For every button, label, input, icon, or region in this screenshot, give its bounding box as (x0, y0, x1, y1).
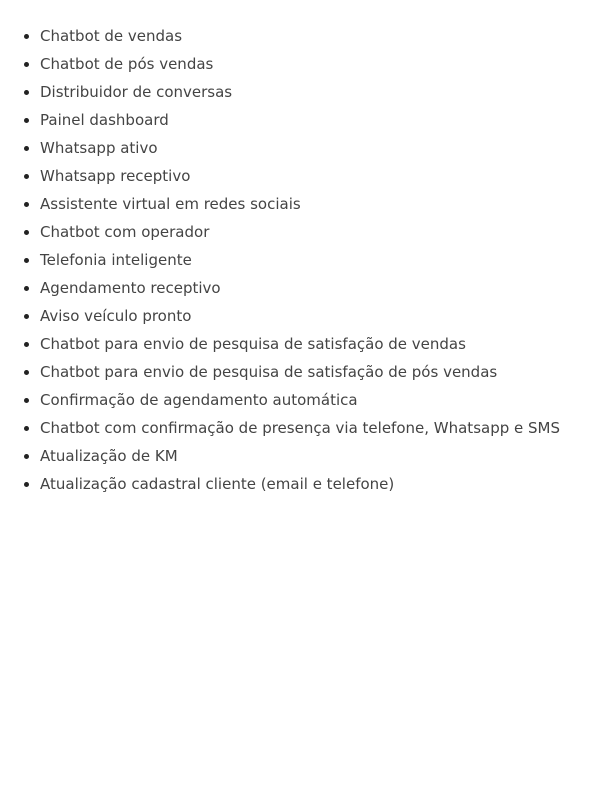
list-item: • Painel dashboard (40, 106, 600, 134)
list-item: • Chatbot com operador (40, 218, 600, 246)
list-item: • Chatbot para envio de pesquisa de satisfação de pós vendas (40, 358, 600, 386)
list-item: • Chatbot de pós vendas (40, 50, 600, 78)
list-item: • Whatsapp ativo (40, 134, 600, 162)
list-item: • Assistente virtual em redes sociais (40, 190, 600, 218)
list-item: • Atualização de KM (40, 442, 600, 470)
list-item: • Telefonia inteligente (40, 246, 600, 274)
list-item: • Atualização cadastral cliente (email e telefone) (40, 470, 600, 498)
list-item: • Aviso veículo pronto (40, 302, 600, 330)
list-item: • Whatsapp receptivo (40, 162, 600, 190)
list-item: • Confirmação de agendamento automática (40, 386, 600, 414)
list-item: • Distribuidor de conversas (40, 78, 600, 106)
list-item: • Chatbot para envio de pesquisa de satisfação de vendas (40, 330, 600, 358)
list-item: • Chatbot de vendas (40, 22, 600, 50)
list-item: • Chatbot com confirmação de presença via telefone, Whatsapp e SMS (40, 414, 600, 442)
list-item: • Agendamento receptivo (40, 274, 600, 302)
